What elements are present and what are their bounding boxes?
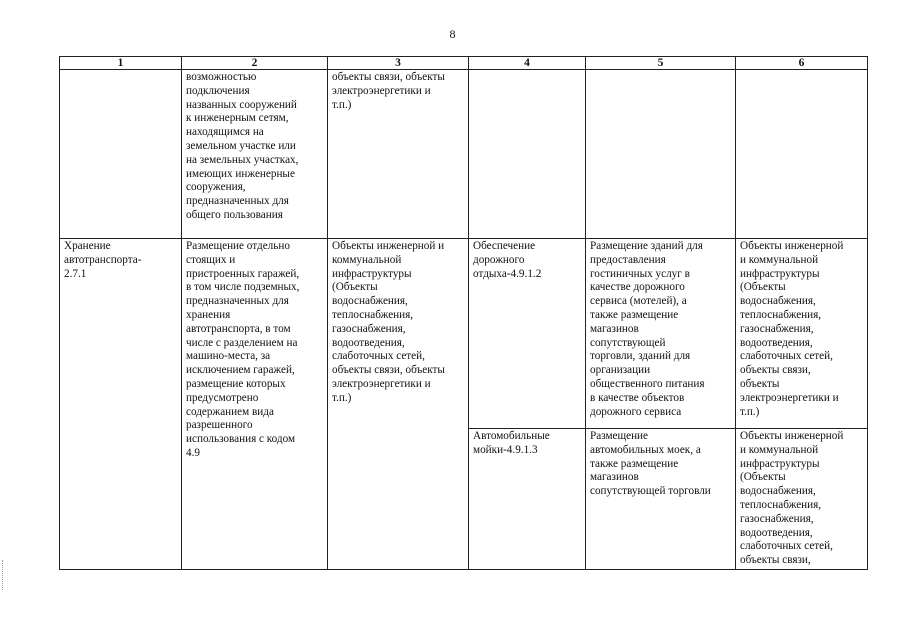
- road-rest-description-cell: Размещение зданий для предоставления гостиничных услуг в качестве дорожного сервиса (мотелей), а также размещение магазинов сопутствующей торговли, зданий для организации общественного питания в качестве объектов дорожного сервиса: [586, 239, 736, 429]
- scan-margin-mark: [2, 560, 5, 590]
- cont-col-2: возможностью подключения названных сооружений к инженерным сетям, находящимся на земельном участке или на земельных участках, имеющих инженерные сооружения, предназначенных для общего пользования: [182, 70, 328, 239]
- cont-col-6: [736, 70, 868, 239]
- car-wash-name-cell: Автомобильные мойки-4.9.1.3: [469, 429, 586, 570]
- header-col-2: 2: [182, 57, 328, 70]
- cont-col-5: [586, 70, 736, 239]
- car-wash-aux-cell: Объекты инженерной и коммунальной инфраструктуры (Объекты водоснабжения, теплоснабжения, газоснабжения, водоотведения, слаботочных сетей, объекты связи,: [736, 429, 868, 570]
- header-col-5: 5: [586, 57, 736, 70]
- page-number: 8: [449, 27, 456, 41]
- cont-col-1: [60, 70, 182, 239]
- road-rest-name-cell: Обеспечение дорожного отдыха-4.9.1.2: [469, 239, 586, 429]
- land-use-table: [59, 56, 868, 570]
- cont-col-3: объекты связи, объекты электроэнергетики и т.п.): [328, 70, 469, 239]
- header-col-6: 6: [736, 57, 868, 70]
- header-row: [60, 57, 868, 70]
- header-col-1: 1: [60, 57, 182, 70]
- storage-description-cell: Размещение отдельно стоящих и пристроенных гаражей, в том числе подземных, предназначенных для хранения автотранспорта, в том числе с разделением на машино-места, за исключением гаражей, размещение которых предусмотрено содержанием вида разрешенного использования с кодом 4.9: [182, 239, 328, 570]
- cont-col-4: [469, 70, 586, 239]
- road-rest-aux-cell: Объекты инженерной и коммунальной инфраструктуры (Объекты водоснабжения, теплоснабжения, газоснабжения, водоотведения, слаботочных сетей, объекты связи, объекты электроэнергетики и т.п.): [736, 239, 868, 429]
- continuation-row: [60, 70, 868, 239]
- car-wash-description-cell: Размещение автомобильных моек, а также размещение магазинов сопутствующей торговли: [586, 429, 736, 570]
- storage-row-a: [60, 239, 868, 429]
- storage-name-cell: Хранение автотранспорта- 2.7.1: [60, 239, 182, 570]
- header-col-4: 4: [469, 57, 586, 70]
- header-col-3: 3: [328, 57, 469, 70]
- storage-aux-cell: Объекты инженерной и коммунальной инфраструктуры (Объекты водоснабжения, теплоснабжения, газоснабжения, водоотведения, слаботочных сетей, объекты связи, объекты электроэнергетики и т.п.): [328, 239, 469, 570]
